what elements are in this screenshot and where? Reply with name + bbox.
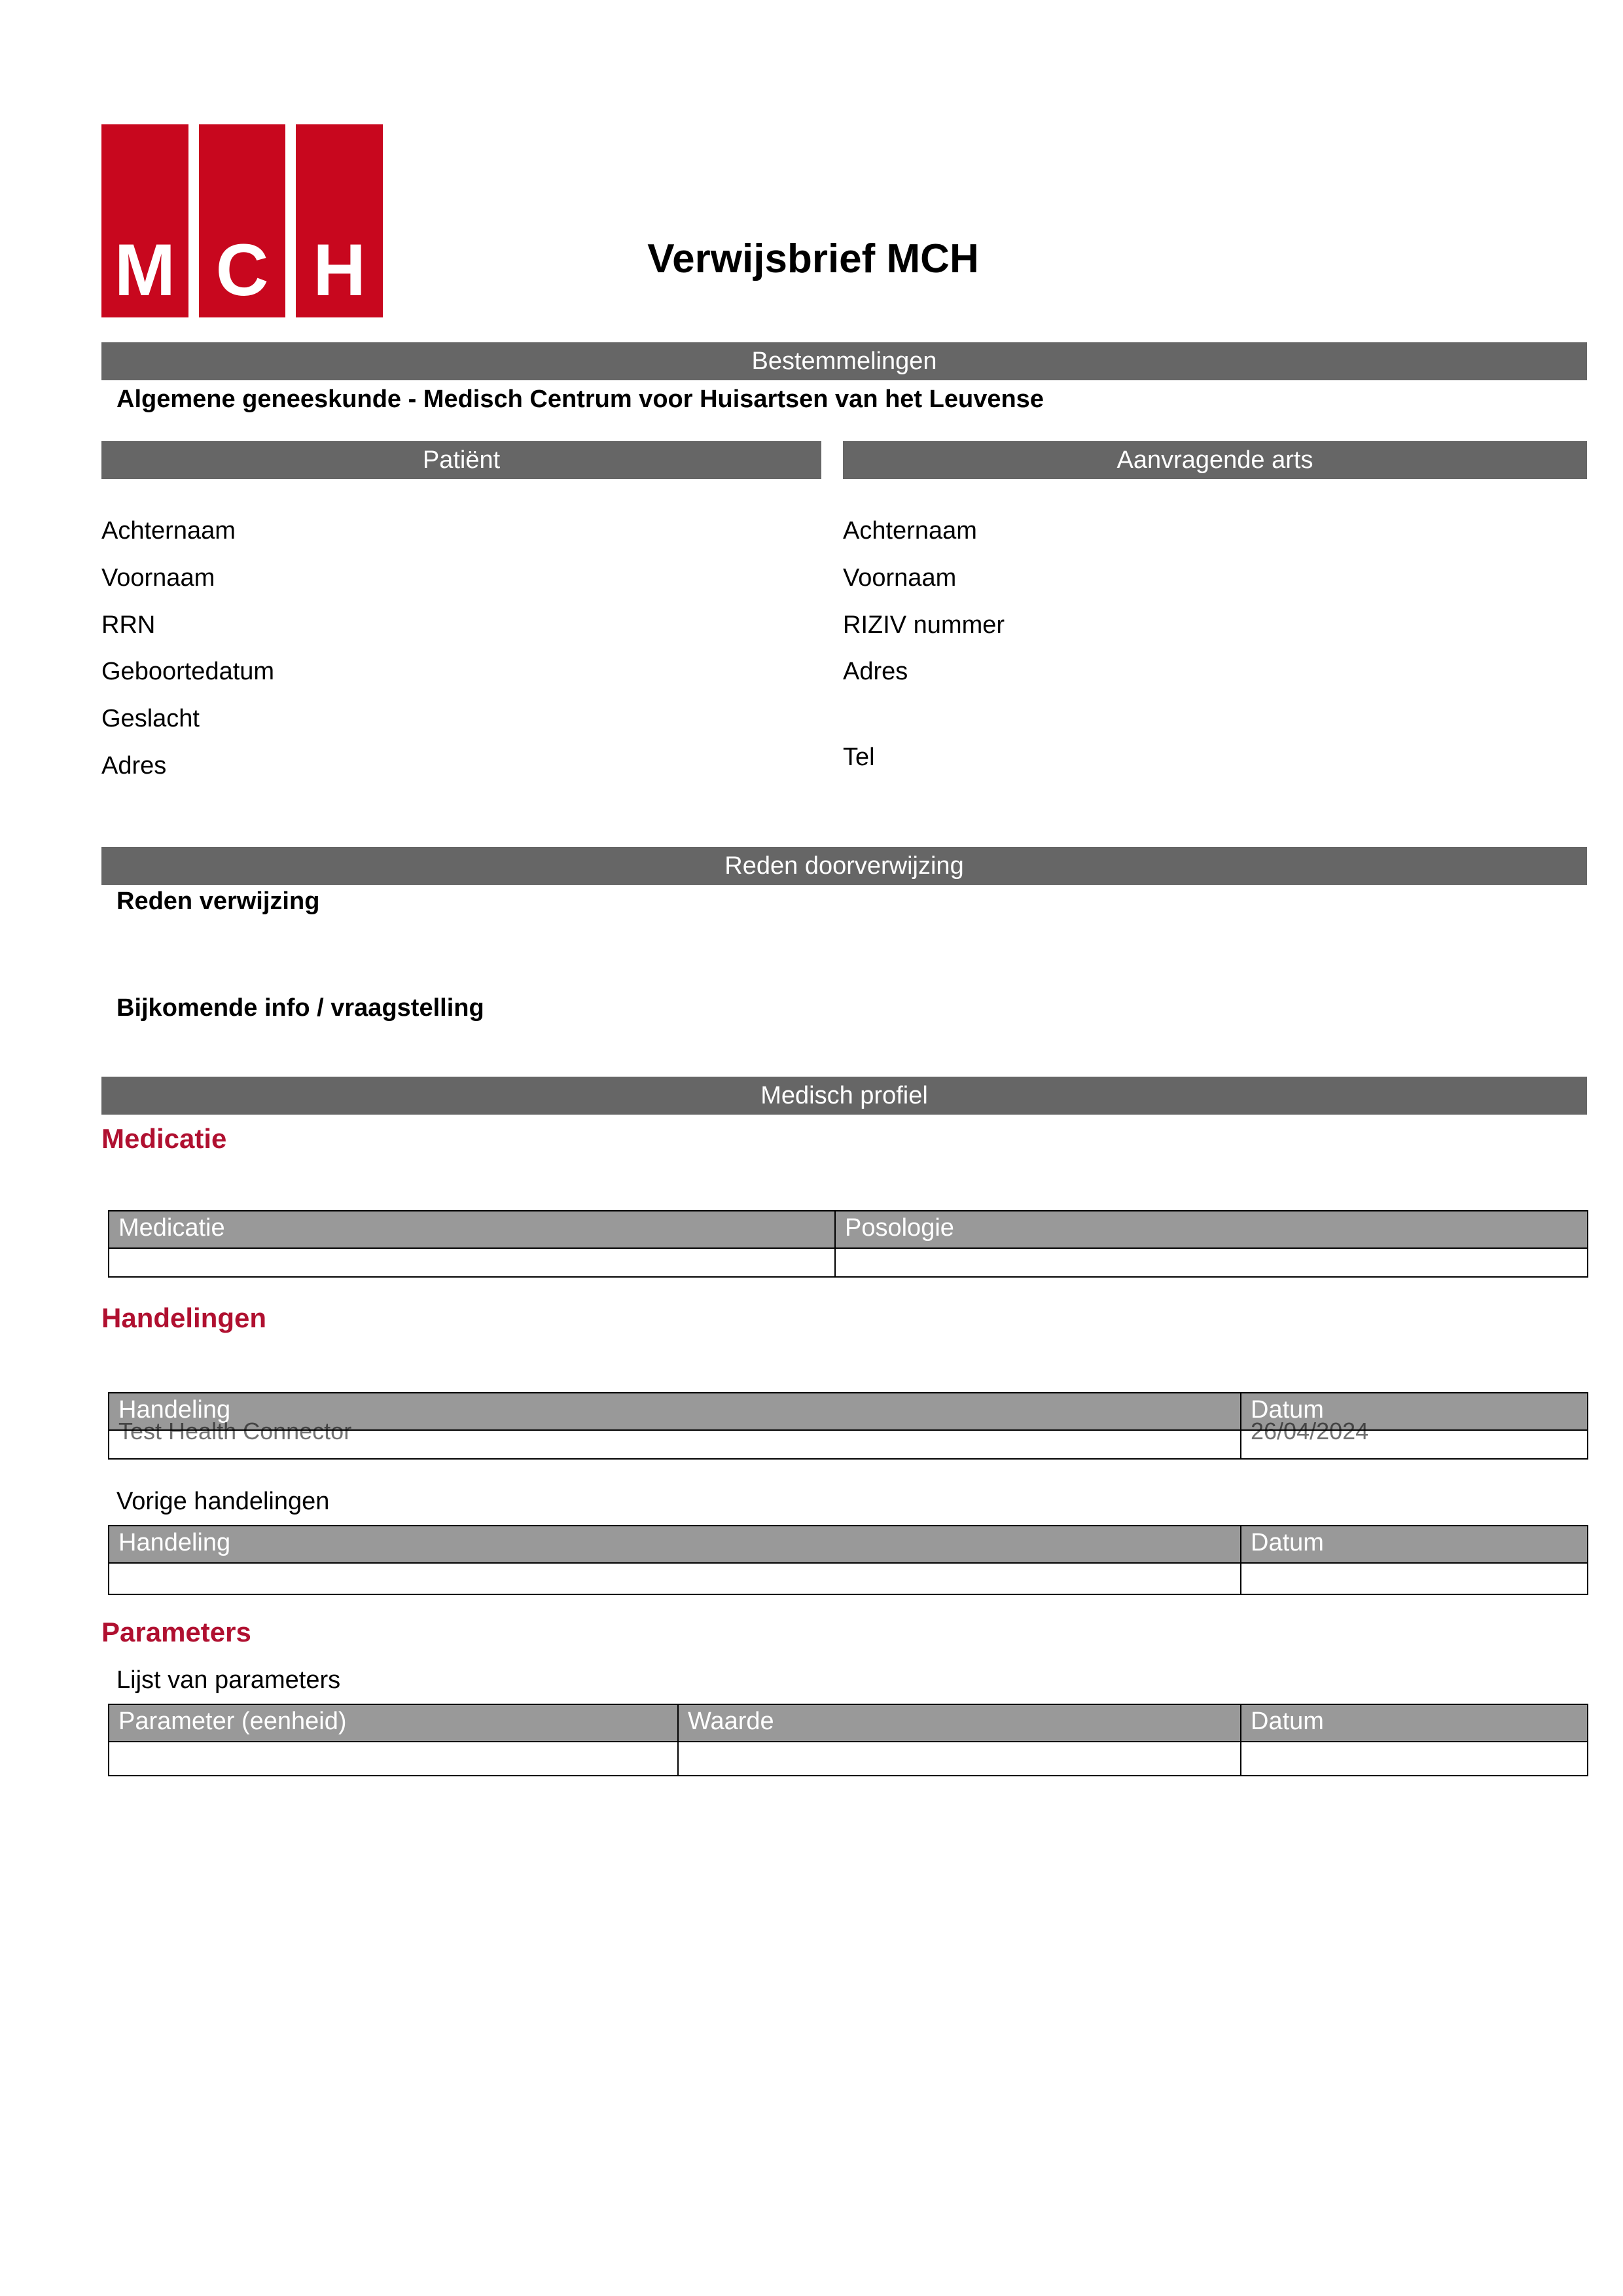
parameters-cell-datum xyxy=(1241,1742,1588,1776)
vorige-handelingen-col-handeling: Handeling xyxy=(109,1526,1241,1563)
logo-letter-c: C xyxy=(215,229,269,311)
arts-field-adres: Adres xyxy=(843,658,908,685)
logo-letter-h: H xyxy=(313,229,366,311)
bijkomende-info-value xyxy=(116,1033,1582,1059)
heading-handelingen: Handelingen xyxy=(101,1302,267,1333)
vorige-handelingen-label: Vorige handelingen xyxy=(116,1488,330,1515)
reden-verwijzing-label: Reden verwijzing xyxy=(116,888,320,915)
document-header xyxy=(101,124,1525,327)
handelingen-cell-datum: 26/04/2024 xyxy=(1241,1430,1588,1459)
patient-field-geslacht: Geslacht xyxy=(101,705,200,732)
medicatie-note xyxy=(116,1172,705,1181)
bijkomende-info-label: Bijkomende info / vraagstelling xyxy=(116,994,484,1022)
logo-bar-c xyxy=(199,124,286,317)
section-band-patient: Patiënt xyxy=(101,441,821,479)
patient-field-voornaam: Voornaam xyxy=(101,564,215,592)
arts-field-tel: Tel xyxy=(843,744,875,771)
arts-field-achternaam: Achternaam xyxy=(843,517,977,545)
heading-medicatie: Medicatie xyxy=(101,1123,227,1154)
handelingen-table xyxy=(108,1392,1588,1460)
parameters-table xyxy=(108,1704,1588,1776)
parameters-cell-waarde xyxy=(678,1742,1241,1776)
arts-field-voornaam: Voornaam xyxy=(843,564,957,592)
section-band-aanvragende-arts: Aanvragende arts xyxy=(843,441,1587,479)
vorige-handelingen-col-datum: Datum xyxy=(1241,1526,1588,1563)
table-row xyxy=(109,1742,1588,1776)
table-row xyxy=(109,1563,1588,1594)
heading-parameters: Parameters xyxy=(101,1617,251,1647)
section-band-reden-doorverwijzing: Reden doorverwijzing xyxy=(101,847,1587,885)
parameters-col-parameter: Parameter (eenheid) xyxy=(109,1704,678,1742)
section-band-bestemmelingen: Bestemmelingen xyxy=(101,342,1587,380)
parameters-cell-parameter xyxy=(109,1742,678,1776)
vorige-handelingen-cell-datum xyxy=(1241,1563,1588,1594)
vorige-handelingen-cell-handeling xyxy=(109,1563,1241,1594)
logo-letter-m: M xyxy=(114,229,175,311)
medicatie-cell-posologie xyxy=(835,1248,1588,1277)
reden-verwijzing-value xyxy=(116,926,1582,952)
parameters-col-waarde: Waarde xyxy=(678,1704,1241,1742)
medicatie-col-posologie: Posologie xyxy=(835,1211,1588,1248)
logo-bar-m xyxy=(101,124,188,317)
page-title: Verwijsbrief MCH xyxy=(647,236,979,281)
patient-field-geboortedatum: Geboortedatum xyxy=(101,658,275,685)
table-row xyxy=(109,1248,1588,1277)
bestemmelingen-recipient: Algemene geneeskunde - Medisch Centrum voor Huisartsen van het Leuvense xyxy=(116,386,1044,413)
medicatie-table xyxy=(108,1210,1588,1278)
patient-field-adres: Adres xyxy=(101,752,167,780)
mch-logo xyxy=(101,124,383,317)
section-band-medisch-profiel: Medisch profiel xyxy=(101,1077,1587,1115)
handelingen-cell-handeling: Test Health Connector xyxy=(109,1430,1241,1459)
patient-field-achternaam: Achternaam xyxy=(101,517,236,545)
arts-field-riziv-nummer: RIZIV nummer xyxy=(843,611,1005,639)
handelingen-col-datum: Datum xyxy=(1241,1393,1588,1430)
table-row xyxy=(109,1430,1588,1459)
parameters-col-datum: Datum xyxy=(1241,1704,1588,1742)
vorige-handelingen-table xyxy=(108,1525,1588,1595)
medicatie-col-medicatie: Medicatie xyxy=(109,1211,835,1248)
lijst-van-parameters-label: Lijst van parameters xyxy=(116,1666,341,1694)
medicatie-cell-medicatie xyxy=(109,1248,835,1277)
patient-field-rrn: RRN xyxy=(101,611,156,639)
logo-bar-h xyxy=(296,124,383,317)
handelingen-col-handeling: Handeling xyxy=(109,1393,1241,1430)
